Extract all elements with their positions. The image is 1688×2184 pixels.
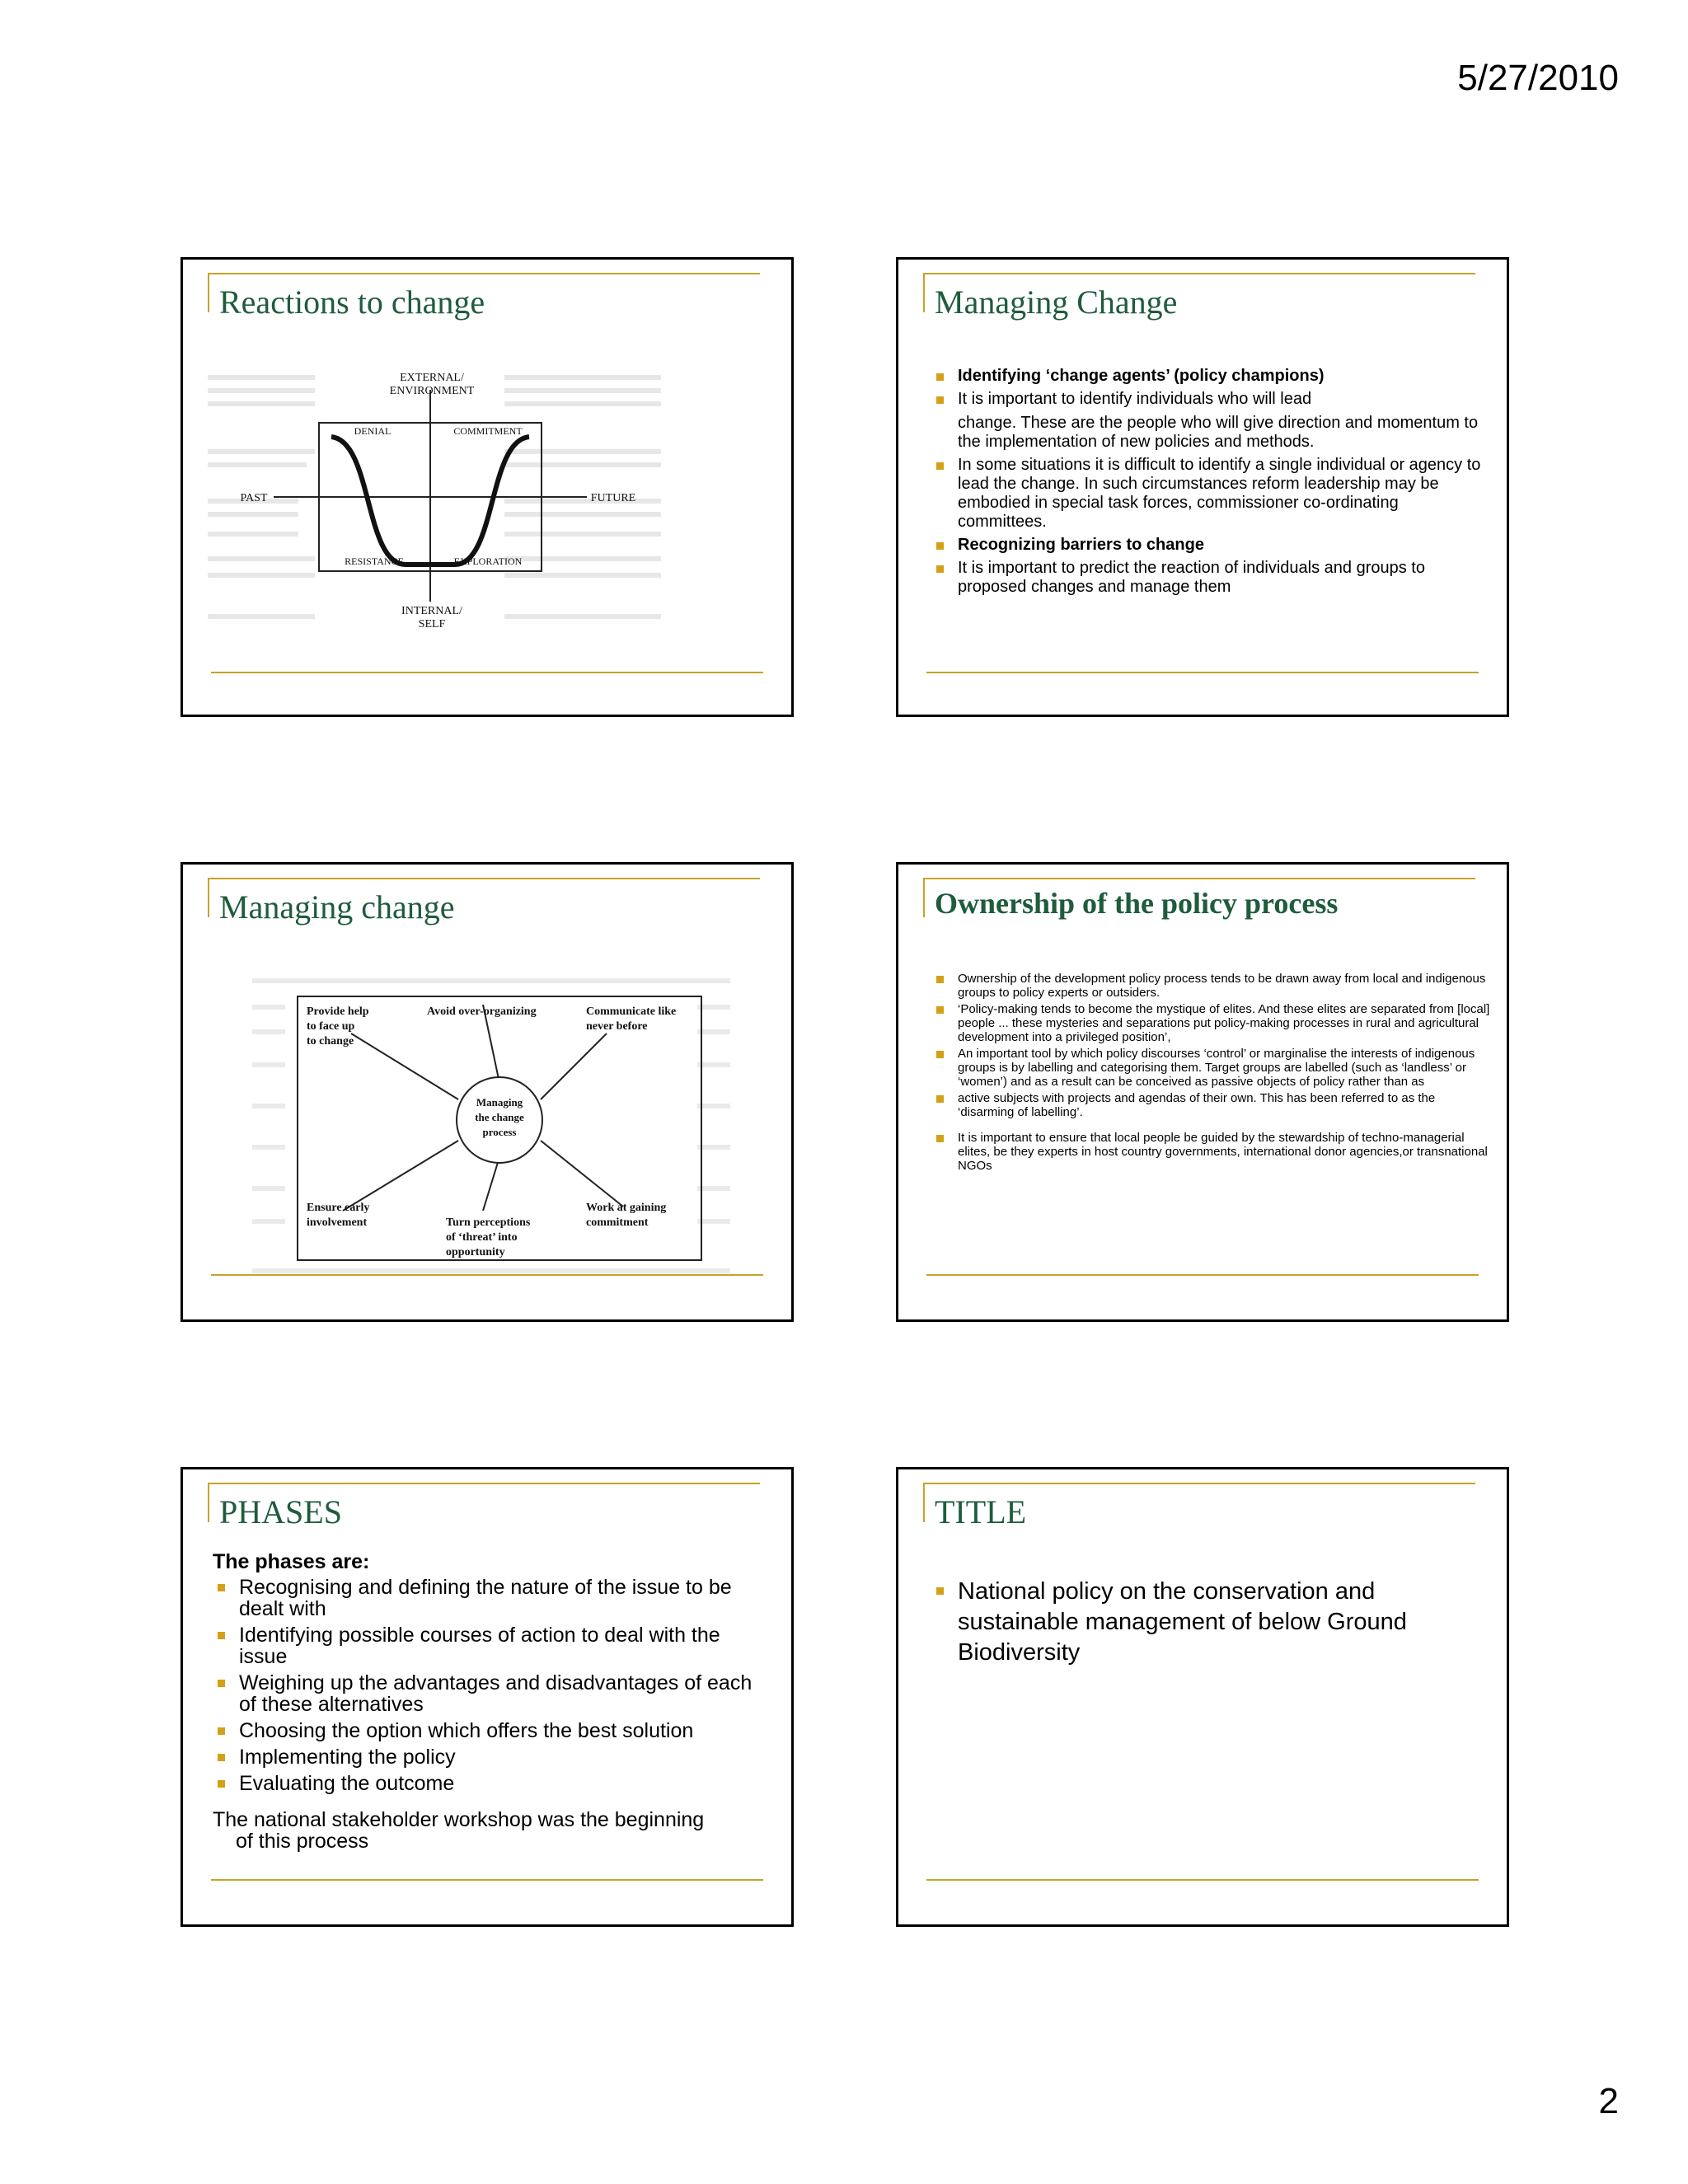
label-commitment: COMMITMENT	[453, 425, 523, 437]
node-avoid: Avoid over-organizing	[427, 1005, 537, 1018]
node-commitment-2: commitment	[586, 1216, 649, 1229]
bullet-item: Identifying possible courses of action to deal with the issue	[213, 1624, 773, 1667]
slide-title: Managing Change	[935, 284, 1178, 321]
title-tick	[923, 1483, 925, 1522]
bullet-item: National policy on the conservation and sustainable management of below Ground Biodiversity	[931, 1577, 1475, 1668]
node-help-2: to face up	[307, 1020, 355, 1033]
label-future: FUTURE	[590, 492, 636, 504]
label-resistance: RESISTANCE	[345, 555, 404, 567]
title-tick	[208, 878, 209, 917]
footer-rule	[926, 672, 1479, 673]
node-perceptions-2: of ‘threat’ into	[446, 1231, 518, 1244]
node-commitment-1: Work at gaining	[586, 1202, 667, 1214]
slide-title: PHASES	[219, 1493, 342, 1530]
bullet-item: Recognising and defining the nature of the issue to be dealt with	[213, 1577, 773, 1619]
slide-title: Ownership of the policy process	[935, 887, 1339, 920]
slide-managing-change-process[interactable]	[181, 862, 794, 1322]
phases-heading: The phases are:	[213, 1550, 370, 1573]
bullet-item: Identifying ‘change agents’ (policy champions)	[931, 367, 1492, 386]
bullet-list	[931, 972, 1492, 1175]
center-line-3: process	[482, 1126, 517, 1138]
slide-title-slide[interactable]	[896, 1467, 1509, 1927]
title-rule	[208, 273, 760, 274]
slide-ownership-policy-process[interactable]	[896, 862, 1509, 1322]
bullet-item: It is important to ensure that local people be guided by the stewardship of techno-managerial elites, be they experts in host country governments, international donor agencies,or transnational NGOs	[931, 1131, 1492, 1173]
label-external: EXTERNAL/	[400, 372, 464, 384]
label-past: PAST	[240, 492, 268, 504]
slide-title: TITLE	[935, 1493, 1027, 1530]
bullet-item: Choosing the option which offers the best solution	[213, 1720, 773, 1741]
footer-rule	[211, 1879, 763, 1881]
title-rule	[208, 1483, 760, 1484]
title-rule	[923, 273, 1475, 274]
label-denial: DENIAL	[354, 425, 392, 437]
change-process-figure	[252, 972, 730, 1289]
slide-title: Reactions to change	[219, 284, 485, 321]
footer-rule	[211, 1274, 763, 1276]
node-communicate-1: Communicate like	[586, 1005, 677, 1018]
bullet-item: It is important to predict the reaction of individuals and groups to proposed changes and manage them	[931, 559, 1492, 597]
node-help-3: to change	[307, 1035, 354, 1047]
page-number: 2	[1598, 2081, 1619, 2121]
node-perceptions-3: opportunity	[446, 1246, 505, 1258]
label-internal: INTERNAL/	[401, 605, 462, 617]
footer-rule	[926, 1274, 1479, 1276]
slide-reactions-to-change[interactable]	[181, 257, 794, 717]
node-early-1: Ensure early	[307, 1202, 370, 1214]
center-line-2: the change	[475, 1111, 524, 1123]
page-date: 5/27/2010	[1457, 58, 1619, 98]
footer-rule	[211, 672, 763, 673]
bullet-item: Implementing the policy	[213, 1746, 773, 1768]
title-tick	[208, 273, 209, 312]
bullet-list	[931, 1577, 1475, 1668]
footer-rule	[926, 1879, 1479, 1881]
bullet-item: Ownership of the development policy process tends to be drawn away from local and indigenous groups to policy experts or outsiders.	[931, 972, 1492, 1000]
node-perceptions-1: Turn perceptions	[446, 1216, 531, 1229]
phases-closing	[213, 1809, 757, 1852]
bullet-item	[931, 390, 1492, 452]
node-early-2: involvement	[307, 1216, 368, 1229]
change-curve-figure	[208, 367, 661, 643]
bullet-list	[931, 367, 1492, 601]
title-rule	[923, 1483, 1475, 1484]
title-tick	[208, 1483, 209, 1522]
title-tick	[923, 878, 925, 917]
bullet-list	[213, 1577, 773, 1799]
title-tick	[923, 273, 925, 312]
label-exploration: EXPLORATION	[453, 555, 523, 567]
slide-title: Managing change	[219, 888, 455, 926]
slide-phases[interactable]	[181, 1467, 794, 1927]
bullet-item: Recognizing barriers to change	[931, 536, 1492, 555]
bullet-continuation: change. These are the people who will give direction and momentum to the implementation of new policies and methods.	[958, 414, 1479, 451]
closing-line-1: The national stakeholder workshop was the beginning	[213, 1808, 705, 1831]
label-self: SELF	[418, 618, 446, 630]
title-rule	[208, 878, 760, 879]
center-line-1: Managing	[476, 1096, 523, 1108]
slide-managing-change-agents[interactable]	[896, 257, 1509, 717]
closing-line-2: of this process	[236, 1830, 369, 1853]
bullet-item: Weighing up the advantages and disadvantages of each of these alternatives	[213, 1672, 773, 1715]
bullet-text: It is important to identify individuals who will lead	[958, 390, 1312, 408]
node-communicate-2: never before	[586, 1020, 648, 1033]
title-rule	[923, 878, 1475, 879]
bullet-item: ‘Policy-making tends to become the mystique of elites. And these elites are separated from [local] people ... these mysteries and separations put policy-making processes in rural and agricultural development into a privileged position’,	[931, 1002, 1492, 1044]
bullet-item: In some situations it is difficult to identify a single individual or agency to lead the change. In such circumstances reform leadership may be embodied in special task forces, commissioner co-ordinating committees.	[931, 456, 1492, 532]
label-environment: ENVIRONMENT	[389, 385, 475, 397]
bullet-item: active subjects with projects and agendas of their own. This has been referred to as the ‘disarming of labelling’.	[931, 1091, 1492, 1119]
node-help-1: Provide help	[307, 1005, 369, 1018]
bullet-item: An important tool by which policy discourses ‘control’ or marginalise the interests of indigenous groups is by labelling and categorising them. Target groups are labelled (such as ‘landless’ or ‘women’) and as a result can be conceived as passive objects of policy rather than as	[931, 1047, 1492, 1089]
bullet-item: Evaluating the outcome	[213, 1773, 773, 1794]
